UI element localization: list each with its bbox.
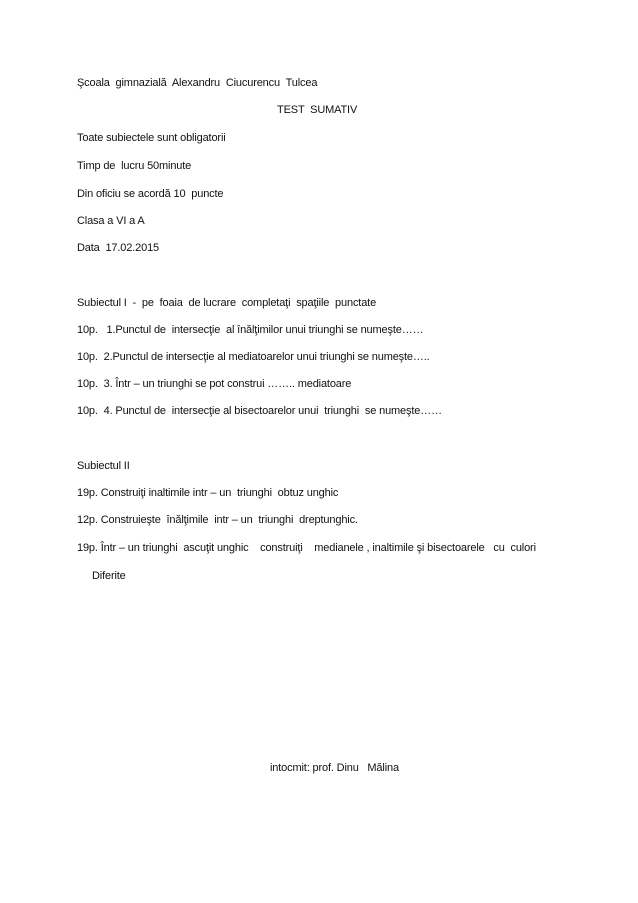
subject1-item: 10p. 3. Într – un triunghi se pot construi …….. mediatoare xyxy=(77,378,352,390)
info-line-points: Din oficiu se acordă 10 puncte xyxy=(77,188,224,200)
info-line-time: Timp de lucru 50minute xyxy=(77,160,192,172)
info-line-rules: Toate subiectele sunt obligatorii xyxy=(77,132,226,144)
subject1-heading: Subiectul I - pe foaia de lucrare completaţi spaţiile punctate xyxy=(77,297,377,309)
subject2-item-continuation: Diferite xyxy=(92,570,126,582)
info-line-class: Clasa a VI a A xyxy=(77,215,145,227)
school-name: Şcoala gimnazială Alexandru Ciucurencu Tulcea xyxy=(77,77,318,89)
subject2-item: 19p. Într – un triunghi ascuţit unghic construiţi medianele , inaltimile şi bisectoarele cu culori xyxy=(77,542,536,554)
subject1-item: 10p. 2.Punctul de intersecţie al mediatoarelor unui triunghi se numeşte….. xyxy=(77,351,430,363)
document-title: TEST SUMATIV xyxy=(277,104,358,116)
subject1-item: 10p. 1.Punctul de intersecţie al înălţimilor unui triunghi se numeşte…… xyxy=(77,324,424,336)
author-signature: intocmit: prof. Dinu Mălina xyxy=(270,762,399,774)
subject2-heading: Subiectul II xyxy=(77,460,130,472)
subject1-item: 10p. 4. Punctul de intersecţie al bisectoarelor unui triunghi se numeşte…… xyxy=(77,405,442,417)
subject2-item: 12p. Construieşte înălţimile intr – un triunghi dreptunghic. xyxy=(77,514,358,526)
info-line-date: Data 17.02.2015 xyxy=(77,242,160,254)
subject2-item: 19p. Construiţi inaltimile intr – un triunghi obtuz unghic xyxy=(77,487,339,499)
